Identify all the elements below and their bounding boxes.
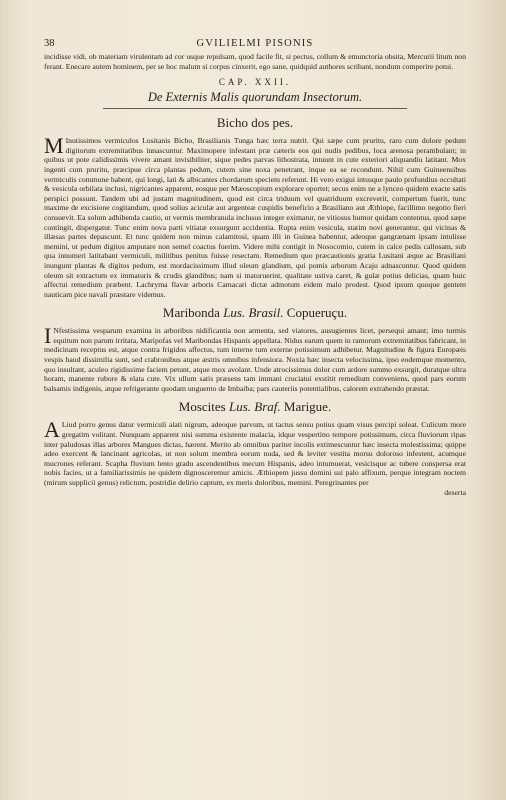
page-number: 38: [44, 38, 55, 49]
section-heading-bicho: [44, 115, 466, 131]
title-rule: [103, 108, 407, 109]
intro-paragraph: incidisse vidi, ob materiam virulentam ad cor usque repulsam, quod facile fit, si pectus, collum & emunctoria obsita, Mercurii litum non ferant. Enecare autem hominem, per se hoc malum si corpus cinxerit, ego sane, quidquid authores scribant, nondum comperire potui.: [44, 52, 466, 71]
section-body-maribonda: [44, 323, 466, 393]
section-heading-moscites: [44, 399, 466, 415]
section-body-moscites: [44, 417, 466, 487]
section-text: Liud porro genus datur vermiculi alati nigrum, adeoque parvum, ut tactus sensu potius quam visus percipi soleat. Culicum more gregatim volitant. Nunquam apparent nisi summa existente malacia, idque vespertino tempore potissimum, circa fluviorum ripas inter paludosas illas arbores Mangues dictas, hærent. Merito ab omnibus pariter incolis extimescuntur hæc insecta molestissima; quippe adeo exercent & lancinant agricolas, ut non solum membra eorum nuda, sed & leviter vestita morsu doloroso infestent, acumque mucrones referant. Scapha fluvium lento gradu ascendentibus mecum Hispanis, adeo intumuerat, vesicisque ac tubere conspersa erat nobis facies, ut a familiarissimis ne quidem dignosceremur amicis. Æthiopem jussu domini sui palo affixum, perque integram noctem (mirum supplicii genus) relictum, postridie delirio captum, ex meris doloribus, memini. Peregrinantes per: [44, 420, 466, 487]
section-heading-text: Bicho dos pes.: [216, 115, 294, 131]
running-head: GVILIELMI PISONIS: [196, 38, 314, 49]
section-body-bicho: [44, 133, 466, 299]
section-heading-tail: Copueruçu.: [286, 305, 348, 321]
section-heading-text: Maribonda: [162, 305, 220, 321]
section-heading-tail: Marigue.: [283, 399, 332, 415]
page-header: [44, 38, 466, 52]
section-heading-italic: Lus. Brasil.: [223, 305, 284, 321]
chapter-label: CAP. XXII.: [218, 77, 292, 88]
section-heading-text: Moscites: [178, 399, 226, 415]
drop-cap: M: [44, 133, 64, 159]
section-text: Inutissimos vermiculos Lusitanis Bicho, Brasilianis Tunga hæc terra nutrit. Qui sæpe cum pruritu, raro cum dolore pedum digitorum extremitatibus innascuntur. Maximopere infestant præ cæteris eos qui nudis pedibus, loca arenosa perambulant; in quibus ut pote calidissimis vivere amant invisibiliter, sique pedes parvas lithostrata, intuunt in cute exteriori aliquandiu latitant. Mox ingenti cum pruritu, præcipue circa plantas pedum, cutem sine noxa penetrant, inque ea se recondunt. Nihil cum Guineensibus vermiculis commune habent, qui longi, lati & albicantes chordarum speciem referunt. Hi vero exigui intusque paulo profundius occultati & vesicula orbilata inclusi, nigricantes apparent, eosque per Mæoscopium explorare oportet; secus enim ne a lynceo quidem exacte satis perspici possunt. Tandem ubi ad justam magnitudinem, quod est circa triduum vel quatriduum excreverit, compertum fuerit, tunc maxime de excisione cogitandum, quod solius aciculæ aut argenteæ cuspidis beneficio a Brasiliano aut Æthiope, facillimo negotio fieri consuevit. Ea solum adhibenda cautio, ut vermis membranula inclusus integer eximatur, ne vitiosus humor quidam contentus, quod sæpe contingit, dispergatur. Tunc enim nova parti vitiatæ exsurgunt accidentia. Rupta enim vesicula, statim novi generantur, qui vicinas & illæsas partes depascunt. Et tunc quidem non minus calamitosi, quam illi in Guinea habentur, adeoque gangrænam ipsam intulisse memini, ut pedum digitos amputare non semel coactus fuerim. Videre mihi contigit in Nosocomio, cutem in calce pedis callosam, sub qua innumeri latitabant vermiculi, militibus penitus fuisse resectam. Remedium quo præcautionis gratia Lusitani æque ac Brasiliani inungunt plantas & digitos pedum, est mordacissimum illud oleum glandium, qui pomis arborum Acaju adnascuntur. Quod quidem oleum sit extractum ex immaturis & crudis glandibus; nam si maturuerint, qualitate ustiva caret, & gulæ potius delicias, quam huic affectui remedium præbent. Lachryma flavæ arboris Camacari dictæ admotum eidem malo prodest. Quod ipsum quoque gentem nauticam pice navali præstare videmus.: [44, 136, 466, 299]
drop-cap: A: [44, 417, 60, 443]
section-heading-maribonda: [44, 305, 466, 321]
section-text: Nfestissima vesparum examina in arboribus nidificantia non armenta, sed viatores, ausugientes licet, persequi amant; imo turmis equitum non parum irritata, Maripofas vel Maribondas Hispanis appellata. Nidus earum quem in ramorum extremitatibus fabricant, in medicinam receptus est, atque contra frigidos affectus, tum interne tum externe potissimum adhibetur. Magnitudine & figura Europæis vespis haud dissimilia sunt, sed crabronibus atque æstris omnibus infensiora. Noxia hæc insecta velocissima, ipso eodemque momento, quo insultant, aculeo rigidissime faciem petunt, atque mox avolant. Unde atrocissimus dolor cum ardore summo exsurgit, duratque ultra horam, manente rubore & elata cute. Vix ullum satis præsens tam immani cruciatui exstitit remedium conveniens, quod pars eorum balsamis indigenis, atque refrigerante quodam unguento de Imbaiba; pars cauteriis potentialibus, calorem extrahendo præstat.: [44, 326, 466, 393]
chapter-title: De Externis Malis quorundam Insectorum.: [147, 90, 363, 105]
section-heading-italic: Lus. Braf.: [229, 399, 281, 415]
drop-cap: I: [44, 323, 52, 349]
catchword: deserta: [444, 487, 466, 497]
